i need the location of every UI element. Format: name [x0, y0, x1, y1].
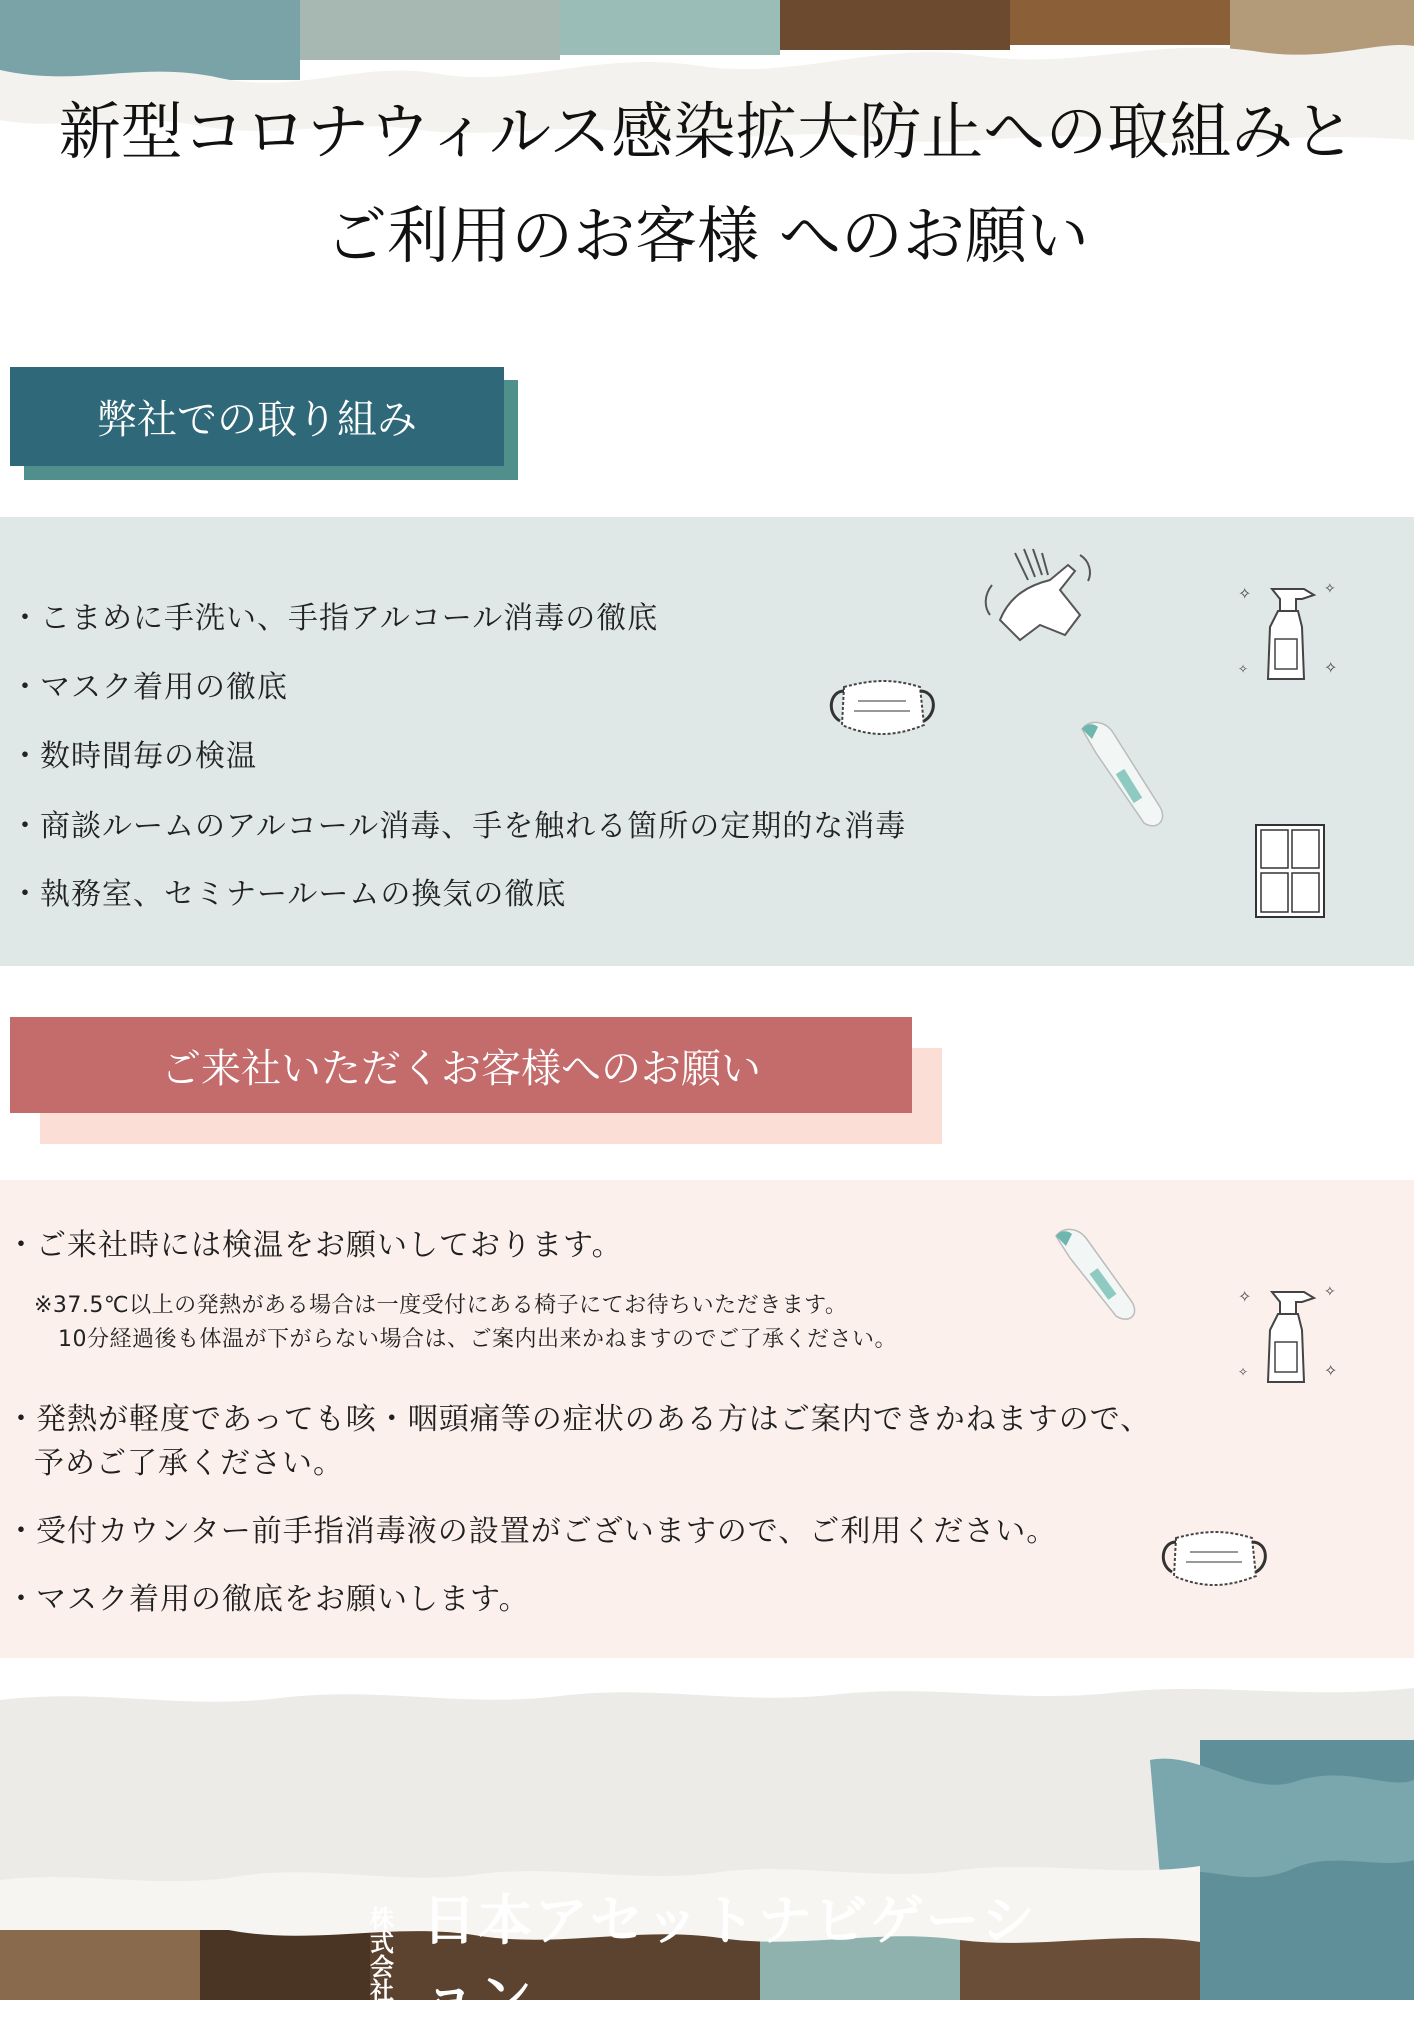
section2-heading: ご来社いただくお客様へのお願い	[10, 1017, 912, 1113]
company-name: 日本アセットナビゲーション	[422, 1889, 1037, 2029]
svg-text:✧: ✧	[1238, 584, 1252, 603]
handwash-icon	[980, 545, 1100, 655]
thermometer-icon	[1076, 717, 1176, 837]
page-title-line-1: 新型コロナウィルス感染拡大防止への取組みと	[58, 95, 1356, 168]
window-icon	[1254, 823, 1326, 919]
spray-bottle-icon	[1232, 1280, 1346, 1390]
section2-panel	[0, 1180, 1414, 1658]
svg-text:✧: ✧	[1238, 1287, 1252, 1306]
svg-text:✧: ✧	[1324, 1284, 1336, 1300]
list-item: ・数時間毎の検温	[10, 739, 257, 774]
section1-list	[10, 517, 1110, 966]
section1-panel	[0, 517, 1414, 966]
fever-note-line-2: 10分経過後も体温が下がらない場合は、ご案内出来かねますのでご了承ください。	[58, 1327, 897, 1352]
company-type-label: 株式 会社	[370, 1905, 394, 2005]
page-title-line-2: ご利用のお客様 へのお願い	[325, 199, 1089, 272]
list-item: ・マスク着用の徹底をお願いします。	[6, 1582, 530, 1617]
spray-bottle-icon	[1232, 577, 1346, 687]
svg-text:✧: ✧	[1238, 1365, 1249, 1379]
list-item-continuation: 予めご了承ください。	[34, 1446, 344, 1481]
svg-text:✧: ✧	[1324, 1361, 1338, 1380]
list-item: ・受付カウンター前手指消毒液の設置がございますので、ご利用ください。	[6, 1514, 1058, 1549]
svg-text:✧: ✧	[1324, 581, 1336, 597]
company-logo	[370, 1889, 1090, 2029]
list-item: ・商談ルームのアルコール消毒、手を触れる箇所の定期的な消毒	[10, 809, 907, 844]
svg-text:✧: ✧	[1324, 658, 1338, 677]
list-item: ・発熱が軽度であっても咳・咽頭痛等の症状のある方はご案内できかねますので、	[6, 1402, 1152, 1437]
svg-text:✧: ✧	[1238, 662, 1249, 676]
fever-note-line-1: ※37.5℃以上の発熱がある場合は一度受付にある椅子にてお待ちいただきます。	[34, 1293, 848, 1318]
list-item: ・執務室、セミナールームの換気の徹底	[10, 877, 567, 912]
thermometer-icon	[1052, 1226, 1152, 1326]
mask-icon	[824, 677, 940, 743]
section1-heading: 弊社での取り組み	[10, 367, 504, 466]
mask-icon	[1156, 1528, 1272, 1594]
list-item: ・マスク着用の徹底	[10, 670, 288, 705]
list-item: ・こまめに手洗い、手指アルコール消毒の徹底	[10, 601, 659, 636]
list-item: ・ご来社時には検温をお願いしております。	[6, 1228, 623, 1263]
